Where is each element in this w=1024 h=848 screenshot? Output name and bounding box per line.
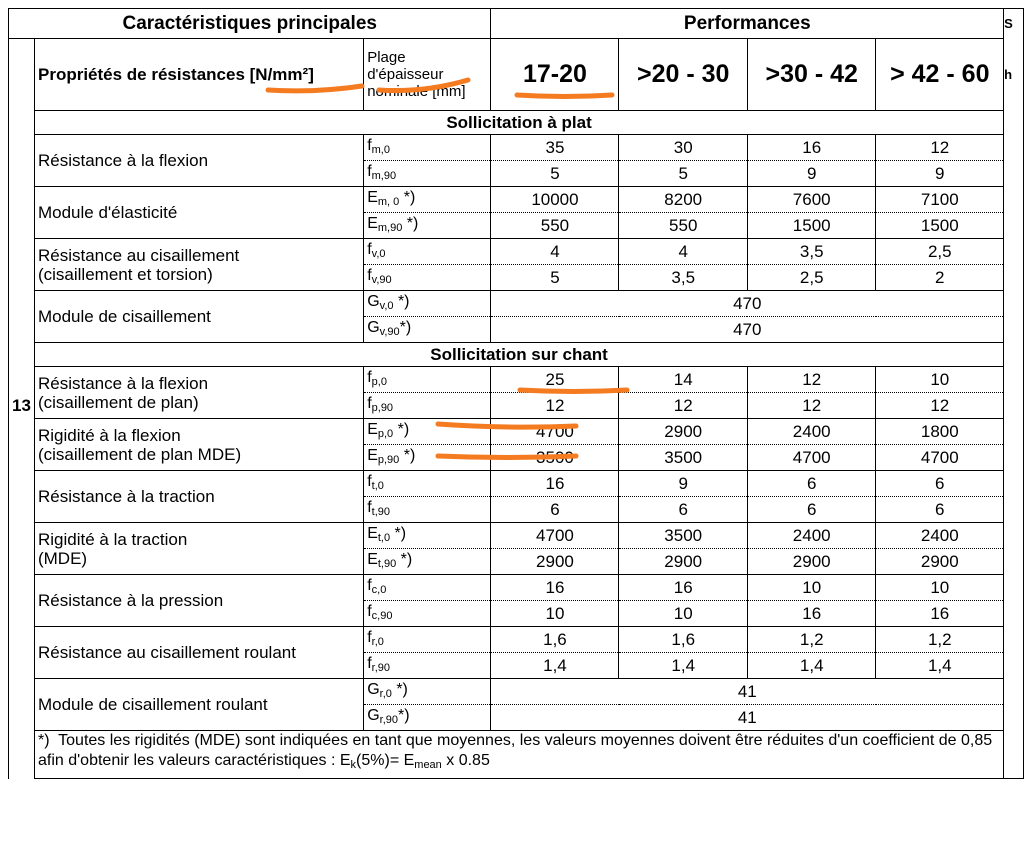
side-blank <box>1004 679 1024 705</box>
value-rmod-1: 41 <box>491 679 1004 705</box>
value-tens-2-3: 6 <box>747 497 876 523</box>
side-blank <box>1004 239 1024 265</box>
side-blank <box>1004 445 1024 471</box>
symbol-trig-2 <box>364 549 491 575</box>
side-fragment: h <box>1004 39 1024 111</box>
value-elas-1-3: 7600 <box>747 187 876 213</box>
property-label: Résistance à la traction <box>37 487 215 506</box>
value-elas-1-2: 8200 <box>619 187 748 213</box>
symbol-rmod-2 <box>364 705 491 731</box>
value-prig-1-2: 2900 <box>619 419 748 445</box>
row-number-blank <box>9 265 35 291</box>
symbol: $f_{c,90}$ <box>367 603 393 622</box>
value-shear-1-1: 4 <box>491 239 619 265</box>
property-elas <box>34 187 363 239</box>
side-blank <box>1004 653 1024 679</box>
value-pflex-1-2: 14 <box>619 367 748 393</box>
value-pflex-2-2: 12 <box>619 393 748 419</box>
row-number-blank <box>9 187 35 213</box>
value-elas-2-1: 550 <box>491 213 619 239</box>
value-comp-2-4: 16 <box>876 601 1004 627</box>
property-label: Résistance à la flexion <box>37 151 209 170</box>
value-flex-2-1: 5 <box>491 161 619 187</box>
symbol: $G_{v,0}$ *) <box>367 293 410 312</box>
value-elas-1-1: 10000 <box>491 187 619 213</box>
value-shear-1-4: 2,5 <box>876 239 1004 265</box>
side-blank <box>1004 523 1024 549</box>
side-fragment: S <box>1004 9 1024 39</box>
row-number-blank <box>9 343 35 367</box>
value-prig-2-3: 4700 <box>747 445 876 471</box>
property-roll <box>34 627 363 679</box>
symbol: $E_{t,0}$ *) <box>367 525 407 544</box>
value-prig-2-2: 3500 <box>619 445 748 471</box>
value-comp-2-3: 16 <box>747 601 876 627</box>
side-blank <box>1004 497 1024 523</box>
property-prig <box>34 419 363 471</box>
side-blank <box>1004 601 1024 627</box>
symbol: $f_{c,0}$ <box>367 577 387 596</box>
symbol: $f_{r,90}$ <box>367 655 390 674</box>
value-tens-2-1: 6 <box>491 497 619 523</box>
value-shear-1-2: 4 <box>619 239 748 265</box>
symbol-roll-1 <box>364 627 491 653</box>
symbol-shear-2 <box>364 265 491 291</box>
value-shear-1-3: 3,5 <box>747 239 876 265</box>
side-blank <box>1004 291 1024 317</box>
value-trig-1-3: 2400 <box>747 523 876 549</box>
value-comp-1-2: 16 <box>619 575 748 601</box>
section-flat: Sollicitation à plat <box>34 111 1003 135</box>
header-performances: Performances <box>491 9 1004 39</box>
property-label: Résistance au cisaillement <box>37 245 240 265</box>
range-line-2: d'épaisseur <box>367 66 444 83</box>
property-rmod <box>34 679 363 731</box>
property-label: Rigidité à la traction <box>37 529 188 549</box>
row-number-blank <box>9 317 35 343</box>
value-pflex-1-4: 10 <box>876 367 1004 393</box>
side-blank <box>1004 367 1024 393</box>
value-comp-1-1: 16 <box>491 575 619 601</box>
value-pflex-2-1: 12 <box>491 393 619 419</box>
side-blank <box>1004 317 1024 343</box>
row-number-blank <box>9 213 35 239</box>
value-shmod-1: 470 <box>491 291 1004 317</box>
value-comp-1-4: 10 <box>876 575 1004 601</box>
symbol-rmod-1 <box>364 679 491 705</box>
side-blank <box>1004 135 1024 161</box>
symbol-pflex-1 <box>364 367 491 393</box>
symbol-roll-2 <box>364 653 491 679</box>
value-roll-2-3: 1,4 <box>747 653 876 679</box>
symbol-pflex-2 <box>364 393 491 419</box>
row-number-blank <box>9 705 35 731</box>
side-blank <box>1004 265 1024 291</box>
row-number-blank <box>9 135 35 161</box>
symbol: $f_{m,0}$ <box>367 137 390 156</box>
symbol-comp-1 <box>364 575 491 601</box>
property-label-2: (cisaillement et torsion) <box>37 264 213 284</box>
row-number-blank <box>9 161 35 187</box>
property-comp <box>34 575 363 627</box>
symbol: $f_{r,0}$ <box>367 629 384 648</box>
row-number-blank <box>9 367 35 393</box>
value-tens-1-4: 6 <box>876 471 1004 497</box>
symbol: $E_{t,90}$ *) <box>367 551 413 570</box>
header-main-characteristics: Caractéristiques principales <box>9 9 491 39</box>
row-number-blank <box>9 419 35 445</box>
value-flex-1-1: 35 <box>491 135 619 161</box>
value-shear-2-4: 2 <box>876 265 1004 291</box>
value-comp-1-3: 10 <box>747 575 876 601</box>
thickness-range-1: 17-20 <box>491 39 619 111</box>
symbol: $f_{t,0}$ <box>367 473 384 492</box>
property-label: Résistance au cisaillement roulant <box>37 643 296 662</box>
value-tens-1-1: 16 <box>491 471 619 497</box>
properties-heading: Propriétés de résistances [N/mm²] <box>34 39 363 111</box>
value-prig-2-1: 3500 <box>491 445 619 471</box>
value-comp-2-2: 10 <box>619 601 748 627</box>
symbol: $f_{t,90}$ <box>367 499 390 518</box>
symbol: $E_{m,90}$ *) <box>367 215 419 234</box>
value-roll-1-4: 1,2 <box>876 627 1004 653</box>
range-line-1: Plage <box>367 49 406 66</box>
value-elas-2-2: 550 <box>619 213 748 239</box>
value-rmod-2: 41 <box>491 705 1004 731</box>
symbol: $f_{v,0}$ <box>367 241 386 260</box>
value-trig-1-4: 2400 <box>876 523 1004 549</box>
row-number-blank <box>9 575 35 601</box>
property-flex <box>34 135 363 187</box>
value-trig-2-1: 2900 <box>491 549 619 575</box>
value-roll-1-1: 1,6 <box>491 627 619 653</box>
side-blank <box>1004 161 1024 187</box>
value-trig-2-4: 2900 <box>876 549 1004 575</box>
property-trig <box>34 523 363 575</box>
side-blank <box>1004 393 1024 419</box>
value-tens-2-2: 6 <box>619 497 748 523</box>
symbol: $G_{r,90}*$) <box>367 707 410 726</box>
row-number-blank <box>9 523 35 549</box>
value-shear-2-3: 2,5 <box>747 265 876 291</box>
symbol-shmod-2 <box>364 317 491 343</box>
side-blank <box>1004 419 1024 445</box>
value-pflex-2-3: 12 <box>747 393 876 419</box>
value-flex-2-4: 9 <box>876 161 1004 187</box>
symbol-elas-2 <box>364 213 491 239</box>
row-number-blank <box>9 731 35 779</box>
value-trig-2-2: 2900 <box>619 549 748 575</box>
value-flex-1-2: 30 <box>619 135 748 161</box>
symbol-trig-1 <box>364 523 491 549</box>
property-label: Rigidité à la flexion <box>37 425 181 445</box>
side-blank <box>1004 187 1024 213</box>
value-comp-2-1: 10 <box>491 601 619 627</box>
footnote-text: Toutes les rigidités (MDE) sont indiquées en tant que moyennes, les valeurs moyennes doivent être réduites d'un coefficient de 0,85 afin d'obtenir les valeurs caractéristiques : E <box>37 732 993 769</box>
value-pflex-1-1: 25 <box>491 367 619 393</box>
row-number-blank <box>9 679 35 705</box>
value-prig-1-4: 1800 <box>876 419 1004 445</box>
thickness-range-4: > 42 - 60 <box>876 39 1004 111</box>
side-blank <box>1004 343 1024 367</box>
row-number-blank <box>9 653 35 679</box>
side-blank <box>1004 731 1024 779</box>
value-prig-2-4: 4700 <box>876 445 1004 471</box>
row-number-blank <box>9 445 35 471</box>
symbol-flex-2 <box>364 161 491 187</box>
property-pflex <box>34 367 363 419</box>
footnote-marker: *) <box>37 732 50 749</box>
side-blank <box>1004 111 1024 135</box>
property-label-2: (cisaillement de plan) <box>37 392 199 412</box>
value-elas-2-3: 1500 <box>747 213 876 239</box>
value-roll-2-4: 1,4 <box>876 653 1004 679</box>
value-roll-1-2: 1,6 <box>619 627 748 653</box>
value-pflex-1-3: 12 <box>747 367 876 393</box>
value-flex-1-4: 12 <box>876 135 1004 161</box>
thickness-range-3: >30 - 42 <box>747 39 876 111</box>
value-trig-2-3: 2900 <box>747 549 876 575</box>
footnote: *) Toutes les rigidités (MDE) sont indiquées en tant que moyennes, les valeurs moyennes doivent être réduites d'un coefficient de 0,85 afin d'obtenir les valeurs caractéristiques : $E_k(5\%)= E_{mean}$ x 0.85 <box>34 731 1003 779</box>
row-number-blank <box>9 601 35 627</box>
symbol: $E_{m, 0}$ *) <box>367 189 416 208</box>
symbol-shear-1 <box>364 239 491 265</box>
value-shear-2-1: 5 <box>491 265 619 291</box>
property-label: Module d'élasticité <box>37 203 178 222</box>
symbol: $f_{v,90}$ <box>367 267 392 286</box>
symbol: $f_{p,90}$ <box>367 395 394 414</box>
row-number-blank <box>9 39 35 111</box>
row-number-blank <box>9 239 35 265</box>
symbol: $E_{p,90}$ *) <box>367 447 416 466</box>
symbol-tens-2 <box>364 497 491 523</box>
section-edge: Sollicitation sur chant <box>34 343 1003 367</box>
property-label-2: (cisaillement de plan MDE) <box>37 444 242 464</box>
value-shmod-2: 470 <box>491 317 1004 343</box>
row-number-blank <box>9 111 35 135</box>
value-trig-1-1: 4700 <box>491 523 619 549</box>
value-prig-1-1: 4700 <box>491 419 619 445</box>
value-flex-2-2: 5 <box>619 161 748 187</box>
value-trig-1-2: 3500 <box>619 523 748 549</box>
value-tens-2-4: 6 <box>876 497 1004 523</box>
symbol: $f_{p,0}$ <box>367 369 387 388</box>
property-label: Module de cisaillement roulant <box>37 695 268 714</box>
range-line-3: nominale [mm] <box>367 83 466 100</box>
row-number-blank <box>9 549 35 575</box>
value-pflex-2-4: 12 <box>876 393 1004 419</box>
value-shear-2-2: 3,5 <box>619 265 748 291</box>
value-roll-1-3: 1,2 <box>747 627 876 653</box>
symbol: $f_{m,90}$ <box>367 163 397 182</box>
symbol-elas-1 <box>364 187 491 213</box>
characteristics-table <box>8 8 1024 779</box>
property-label-2: (MDE) <box>37 548 88 568</box>
value-elas-2-4: 1500 <box>876 213 1004 239</box>
symbol: $G_{v,90}*$) <box>367 319 412 338</box>
side-blank <box>1004 575 1024 601</box>
thickness-range-2: >20 - 30 <box>619 39 748 111</box>
property-shear <box>34 239 363 291</box>
symbol-shmod-1 <box>364 291 491 317</box>
thickness-range-heading <box>364 39 491 111</box>
property-shmod <box>34 291 363 343</box>
symbol-prig-2 <box>364 445 491 471</box>
symbol-prig-1 <box>364 419 491 445</box>
property-label: Résistance à la flexion <box>37 373 209 393</box>
symbol-comp-2 <box>364 601 491 627</box>
side-blank <box>1004 471 1024 497</box>
value-flex-2-3: 9 <box>747 161 876 187</box>
value-roll-2-1: 1,4 <box>491 653 619 679</box>
row-number-blank <box>9 497 35 523</box>
value-elas-1-4: 7100 <box>876 187 1004 213</box>
symbol-tens-1 <box>364 471 491 497</box>
symbol: $G_{r,0}$ *) <box>367 681 408 700</box>
property-tens <box>34 471 363 523</box>
symbol-flex-1 <box>364 135 491 161</box>
side-blank <box>1004 213 1024 239</box>
property-label: Résistance à la pression <box>37 591 224 610</box>
symbol: $E_{p,0}$ *) <box>367 421 410 440</box>
row-number-blank <box>9 291 35 317</box>
side-blank <box>1004 705 1024 731</box>
row-number-blank <box>9 471 35 497</box>
value-flex-1-3: 16 <box>747 135 876 161</box>
property-label: Module de cisaillement <box>37 307 211 326</box>
value-roll-2-2: 1,4 <box>619 653 748 679</box>
value-prig-1-3: 2400 <box>747 419 876 445</box>
value-tens-1-2: 9 <box>619 471 748 497</box>
side-blank <box>1004 627 1024 653</box>
row-number-blank <box>9 627 35 653</box>
value-tens-1-3: 6 <box>747 471 876 497</box>
side-blank <box>1004 549 1024 575</box>
row-number: 13 <box>9 393 35 419</box>
